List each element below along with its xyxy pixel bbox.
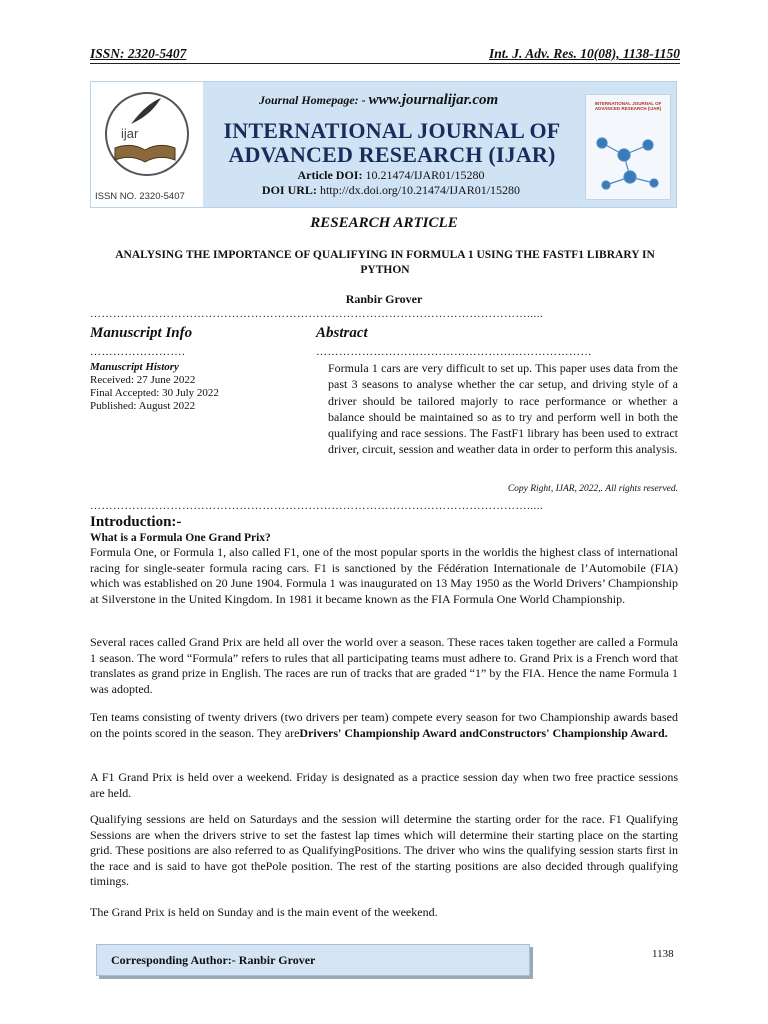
citation-text: Int. J. Adv. Res. 10(08), 1138-1150 <box>488 46 680 61</box>
article-title: ANALYSING THE IMPORTANCE OF QUALIFYING IN FORMULA 1 USING THE FASTF1 LIBRARY IN PYTHON <box>115 249 655 276</box>
journal-title: INTERNATIONAL JOURNAL OF ADVANCED RESEARCH (IJAR) <box>223 118 561 167</box>
introduction-heading: Introduction:- <box>90 514 182 530</box>
doi-url-label: DOI URL: <box>261 183 317 197</box>
published-date: Published: August 2022 <box>90 400 196 412</box>
homepage-line <box>259 92 498 109</box>
abstract-heading: Abstract <box>316 325 368 341</box>
manuscript-history <box>90 361 219 413</box>
issn-text: ISSN: 2320-5407 <box>90 46 187 61</box>
received-date: Received: 27 June 2022 <box>90 374 196 386</box>
doi-block <box>231 168 551 198</box>
corresponding-author: Corresponding Author:- Ranbir Grover <box>111 953 316 967</box>
copyright-notice: Copy Right, IJAR, 2022,. All rights reserved. <box>507 484 678 494</box>
body-paragraph: Qualifying sessions are held on Saturdays and the session will determine the starting order for the race. F1 Qualifying Sessions are when the drivers strive to set the fastest lap times which will determine their starting place on the starting grid. These positions are also referred to as QualifyingPositions. The driver who wins the qualifying session starts first in the race and is said to have got thePole position. The rest of the starting positions are also decided through qualifying timings. <box>90 812 678 888</box>
author-name: Ranbir Grover <box>345 292 423 306</box>
history-label: Manuscript History <box>90 361 179 373</box>
abstract-text: Formula 1 cars are very difficult to set up. This paper uses data from the past 3 seasons to analyse whether the car setup, and driving style of a driver should be tailored majorly to race performance or whether a balance should be maintained so as to try and perform well in both the qualifying and race sessions. The FastF1 library has been used to extract driver, circuit, session and weather data in order to perform this analysis. <box>328 361 678 457</box>
corresponding-author-box <box>96 944 530 976</box>
body-paragraph: Several races called Grand Prix are held all over the world over a season. These races taken together are called a Formula 1 season. The word “Formula” refers to rules that all participating teams must adhere to. Grand Prix is a French word that translates as grand prize in English. The races are run of tracks that are graded “1” by the FIA. Hence the name Formula 1 was adopted. <box>90 635 678 696</box>
journal-logo <box>91 82 203 207</box>
logo-text: ijar <box>121 126 139 141</box>
cover-title: INTERNATIONAL JOURNAL OF ADVANCED RESEARCH (IJAR) <box>594 101 662 111</box>
molecule-graphic-icon <box>590 125 666 195</box>
doi-value: 10.21474/IJAR01/15280 <box>365 168 485 182</box>
body-paragraph: The Grand Prix is held on Sunday and is the main event of the weekend. <box>90 905 438 919</box>
dotted-divider: ……………………………………………………………………………………………………..... <box>90 500 544 512</box>
body-paragraph: Formula One, or Formula 1, also called F1, one of the most popular sports in the worldis the highest class of international racing for single-seater formula racing cars. F1 is sanctioned by the Fédération Internationale de l’Automobile (FIA) which was established on 20 June 1904. Formula 1 was inaugurated on 13 May 1950 as the World Drivers’ Championship at Silverstone in the United Kingdom. In 1981 it became known as the FIA Formula One World Championship. <box>90 545 678 606</box>
homepage-link[interactable]: www.journalijar.com <box>368 92 499 108</box>
manuscript-info-heading: Manuscript Info <box>90 325 193 341</box>
book-icon <box>113 142 177 164</box>
dotted-divider: ……………………………………………………………… <box>316 346 592 358</box>
subsection-heading: What is a Formula One Grand Prix? <box>90 532 271 544</box>
homepage-label: Journal Homepage: - <box>259 93 366 107</box>
journal-banner <box>90 81 677 208</box>
accepted-date: Final Accepted: 30 July 2022 <box>90 387 219 399</box>
logo-issn: ISSN NO. 2320-5407 <box>95 191 185 202</box>
dotted-divider: ……………………………………………………………………………………………………..... <box>90 308 544 320</box>
journal-cover-image <box>585 94 671 200</box>
paragraph-text: Ten teams consisting of twenty drivers (two drivers per team) compete every season for two Championship awards based on the points scored in the season. They are <box>90 710 678 740</box>
body-paragraph <box>90 710 678 741</box>
page-number: 1138 <box>652 948 674 960</box>
quill-icon <box>125 96 165 126</box>
dotted-divider: ……………………. <box>90 346 186 358</box>
doi-url-link[interactable]: http://dx.doi.org/10.21474/IJAR01/15280 <box>319 183 521 197</box>
running-head <box>90 46 680 64</box>
doi-label: Article DOI: <box>297 168 363 182</box>
award-names: Drivers' Championship Award andConstructors' Championship Award. <box>299 725 668 740</box>
article-type: RESEARCH ARTICLE <box>310 215 458 231</box>
body-paragraph: A F1 Grand Prix is held over a weekend. Friday is designated as a practice session day when two free practice sessions are held. <box>90 770 678 800</box>
